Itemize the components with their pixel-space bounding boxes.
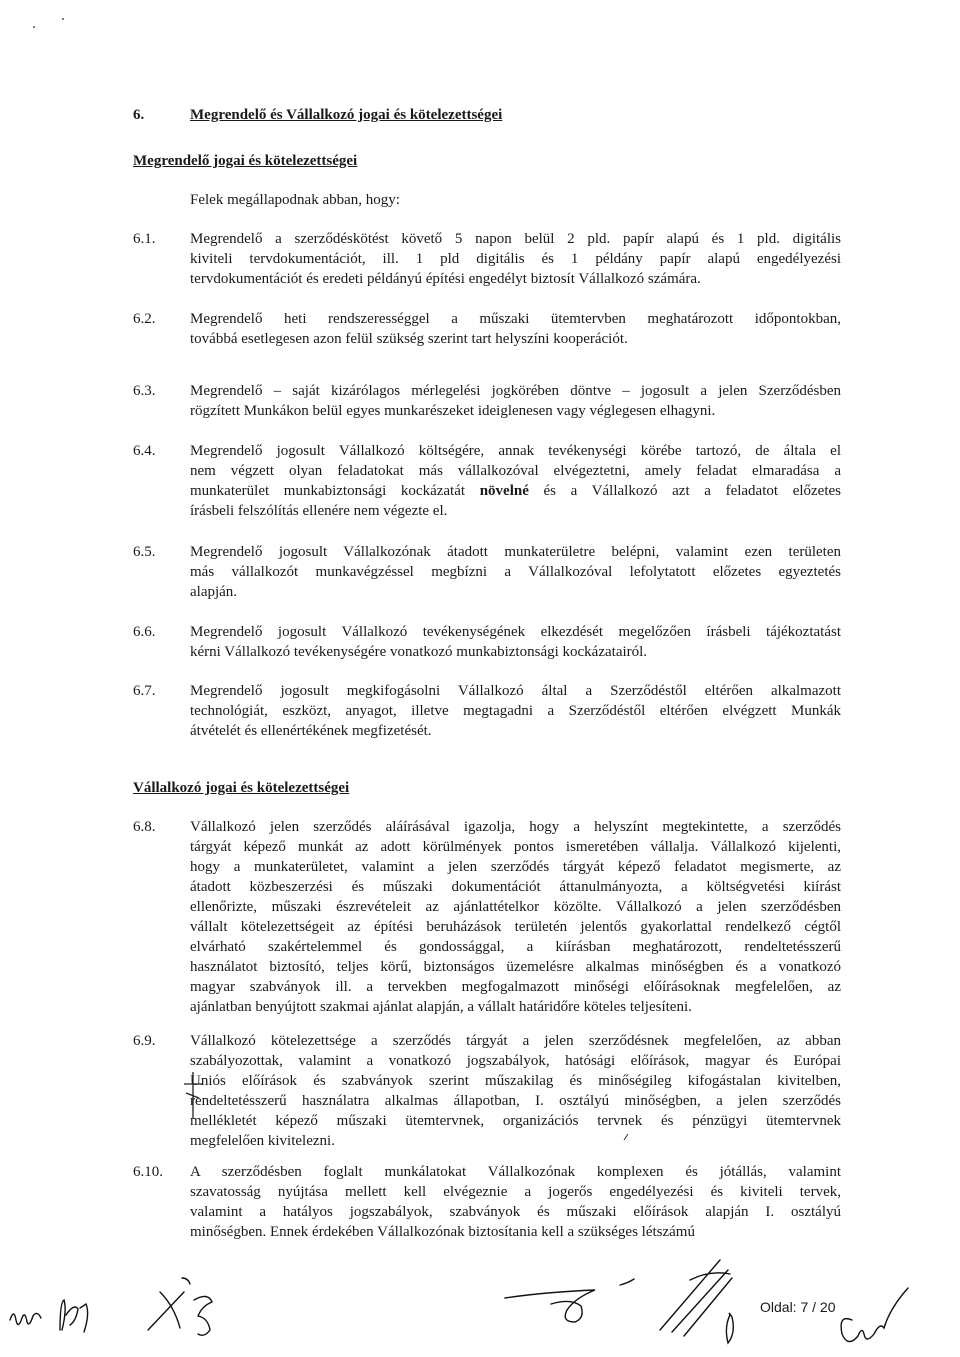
clause-line: Megrendelő jogosult Vállalkozó tevékenységének elkezdését megelőzően írásbeli tájékoztatást: [190, 624, 841, 640]
signature-2: [60, 1300, 88, 1332]
clause-line: átadott közbeszerzési és műszaki dokumentációt áttanulmányozta, a költségvetési kiírást: [190, 879, 841, 895]
clause-line: használatot biztosító, teljes körű, biztonságos üzemelésre alkalmas minőségben és a vonatkozó: [190, 959, 841, 975]
clause-line: ajánlatban benyújtott szakmai ajánlat alapján, a vállalt határidőre köteles teljesíteni.: [190, 999, 692, 1015]
clause-line: tervdokumentációt és eredeti példányú építési engedélyt biztosít Vállalkozó számára.: [190, 271, 701, 287]
clause-line: átvételét és ellenértékének megfizetését.: [190, 723, 432, 739]
clause-line: rendeltetésszerű használatra alkalmas állapotban, I. osztályú minőségben, a jelen szerződés: [190, 1093, 841, 1109]
clause-line: elvárható szakértelemmel és gondossággal, a kiírásban meghatározott, rendeltetésszerű: [190, 939, 841, 955]
clause-line: nem végzett olyan feladatokat más vállalkozóval elvégeztetni, amely feladat elmaradása a: [190, 463, 841, 479]
clause-number: 6.8.: [133, 819, 156, 835]
clause-line: kiviteli tervdokumentációt, ill. 1 pld digitális és 1 példány papír alapú engedélyezési: [190, 251, 841, 267]
clause-line: Megrendelő a szerződéskötést követő 5 napon belül 2 pld. papír alapú és 1 pld. digitális: [190, 231, 841, 247]
clause-number: 6.7.: [133, 683, 156, 699]
clause-line: magyar szabványok ill. a tervekben megfogalmazott minőségi előírásoknak megfelelően, az: [190, 979, 841, 995]
clause-line: Megrendelő jogosult Vállalkozónak átadott munkaterületre belépni, valamint ezen területen: [190, 544, 841, 560]
clause-line: továbbá esetlegesen azon felül szükség szerint tart helyszíni kooperációt.: [190, 331, 628, 347]
clause-line: írásbeli felszólítás ellenére nem végezte el.: [190, 503, 448, 519]
section-number: 6.: [133, 107, 145, 123]
signature-5: [660, 1260, 733, 1343]
signature-6: [841, 1288, 908, 1342]
clause-line: Uniós előírások és szabványok szerint műszakilag és minőségileg kifogástalan kivitelben,: [190, 1073, 841, 1089]
signature-1: [10, 1313, 41, 1324]
clause-number: 6.3.: [133, 383, 156, 399]
clause-number: 6.6.: [133, 624, 156, 640]
clause-line: szabályozottak, valamint a vonatkozó jogszabályok, hatósági előírások, magyar és Európai: [190, 1053, 841, 1069]
section-title: Megrendelő és Vállalkozó jogai és kötelezettségei: [190, 107, 503, 123]
signatures: [0, 1260, 960, 1357]
signature-4: [505, 1279, 634, 1322]
subsection-title-vallalkozo: Vállalkozó jogai és kötelezettségei: [133, 780, 350, 796]
clause-line: technológiát, eszközt, anyagot, illetve megtagadni a Szerződéstől eltérően elvégzett Munkák: [190, 703, 841, 719]
clause-number: 6.2.: [133, 311, 156, 327]
clause-line: Megrendelő – saját kizárólagos mérlegelési jogkörében döntve – jogosult a jelen Szerződésben: [190, 383, 841, 399]
clause-line: vállalt kötelezettségeit az építési beruházások területén jelentős gyakorlattal rendelkező cégtől: [190, 919, 841, 935]
subsection-title-megrendelo: Megrendelő jogai és kötelezettségei: [133, 153, 358, 169]
clause-line: más vállalkozót munkavégzéssel megbízni a Vállalkozóval lefolytatott előzetes egyeztetés: [190, 564, 841, 580]
clause-number: 6.10.: [133, 1164, 163, 1180]
clause-line: tárgyát képező munkát az adott körülmények pontos ismeretében vállalja. Vállalkozó kijelenti,: [190, 839, 841, 855]
clause-number: 6.5.: [133, 544, 156, 560]
clause-line: munkaterület munkabiztonsági kockázatát növelné és a Vállalkozó azt a feladatot előzetes: [190, 483, 841, 499]
clause-line: Megrendelő jogosult megkifogásolni Vállalkozó által a Szerződéstől eltérően alkalmazott: [190, 683, 841, 699]
clause-line: Megrendelő heti rendszerességgel a műszaki ütemtervben meghatározott időpontokban,: [190, 311, 841, 327]
clause-number: 6.9.: [133, 1033, 156, 1049]
clause-line: megfelelően kivitelezni.: [190, 1133, 335, 1149]
clause-line: alapján.: [190, 584, 238, 600]
clause-line: mellékletét képező műszaki ütemtervnek, organizációs tervnek és pénzügyi ütemtervnek: [190, 1113, 841, 1129]
clause-line: Vállalkozó jelen szerződés aláírásával igazolja, hogy a helyszínt megtekintette, a szerződés: [190, 819, 841, 835]
clause-line: rögzített Munkákon belül egyes munkarészeket ideiglenesen vagy véglegesen elhagyni.: [190, 403, 716, 419]
intro-text: Felek megállapodnak abban, hogy:: [190, 192, 400, 208]
clause-line: valamint a hatályos jogszabályok, szabványok és műszaki előírások alapján I. osztályú: [190, 1204, 841, 1220]
signature-3: [148, 1278, 212, 1335]
clause-line: szavatosság nyújtása mellett kell elvégeznie a jogerős engedélyezési és kiviteli tervek,: [190, 1184, 841, 1200]
clause-line: kérni Vállalkozó tevékenységére vonatkozó munkabiztonsági kockázatairól.: [190, 644, 648, 660]
clause-line: ellenőrizte, műszaki észrevételeit az ajánlattételkor közölte. Vállalkozó a jelen szerződésben: [190, 899, 841, 915]
bold-word: növelné: [479, 483, 529, 499]
clause-line: minőségben. Ennek érdekében Vállalkozónak biztosítania kell a szükséges létszámú: [190, 1224, 695, 1240]
clause-line: Vállalkozó kötelezettsége a szerződés tárgyát a jelen szerződésnek megfelelően, az abban: [190, 1033, 841, 1049]
clause-line: A szerződésben foglalt munkálatokat Vállalkozónak komplexen és jótállás, valamint: [190, 1164, 841, 1180]
clause-number: 6.4.: [133, 443, 156, 459]
page-number: Oldal: 7 / 20: [760, 1299, 836, 1315]
clause-line: Megrendelő jogosult Vállalkozó költségére, annak tevékenységi körébe tartozó, de általa el: [190, 443, 841, 459]
clause-number: 6.1.: [133, 231, 156, 247]
clause-line: hogy a munkaterületet, valamint a jelen szerződés tárgyát képező feladatot megismerte, az: [190, 859, 841, 875]
